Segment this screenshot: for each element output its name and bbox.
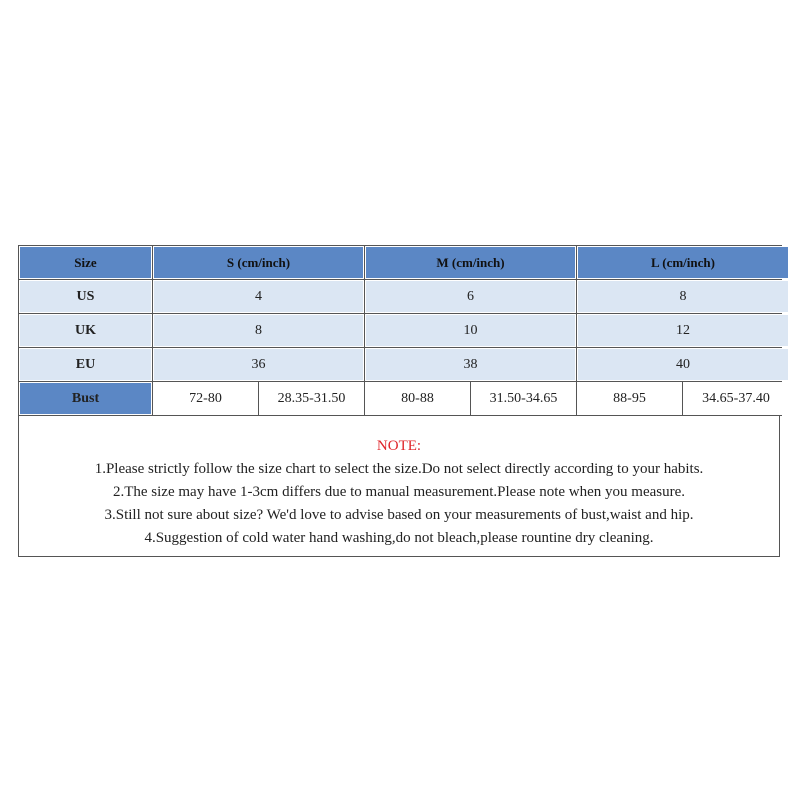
header-l: L (cm/inch) bbox=[577, 246, 789, 279]
uk-s: 8 bbox=[153, 314, 364, 347]
eu-l: 40 bbox=[577, 348, 789, 381]
row-label-eu: EU bbox=[19, 348, 152, 381]
us-m: 6 bbox=[365, 280, 576, 313]
bust-m-inch: 31.50-34.65 bbox=[471, 382, 576, 415]
bust-s-inch: 28.35-31.50 bbox=[259, 382, 364, 415]
bust-m-cm: 80-88 bbox=[365, 382, 470, 415]
note-item: 3.Still not sure about size? We'd love to advise based on your measurements of bust,waist and hip. bbox=[104, 507, 694, 523]
eu-m: 38 bbox=[365, 348, 576, 381]
bust-s-cm: 72-80 bbox=[153, 382, 258, 415]
uk-m: 10 bbox=[365, 314, 576, 347]
note-item: 1.Please strictly follow the size chart to select the size.Do not select directly according to your habits. bbox=[94, 461, 704, 477]
header-m: M (cm/inch) bbox=[365, 246, 576, 279]
us-l: 8 bbox=[577, 280, 789, 313]
eu-s: 36 bbox=[153, 348, 364, 381]
header-size: Size bbox=[19, 246, 152, 279]
note-item: 2.The size may have 1-3cm differs due to manual measurement.Please note when you measure. bbox=[112, 484, 686, 500]
row-label-us: US bbox=[19, 280, 152, 313]
header-s: S (cm/inch) bbox=[153, 246, 364, 279]
bust-l-cm: 88-95 bbox=[577, 382, 682, 415]
uk-l: 12 bbox=[577, 314, 789, 347]
us-s: 4 bbox=[153, 280, 364, 313]
row-label-uk: UK bbox=[19, 314, 152, 347]
bust-l-inch: 34.65-37.40 bbox=[683, 382, 789, 415]
row-label-bust: Bust bbox=[19, 382, 152, 415]
size-chart bbox=[17, 245, 781, 557]
notes-box bbox=[18, 416, 780, 557]
note-title: NOTE: bbox=[376, 438, 422, 454]
note-item: 4.Suggestion of cold water hand washing,do not bleach,please rountine dry cleaning. bbox=[144, 530, 654, 546]
size-table bbox=[18, 245, 782, 416]
